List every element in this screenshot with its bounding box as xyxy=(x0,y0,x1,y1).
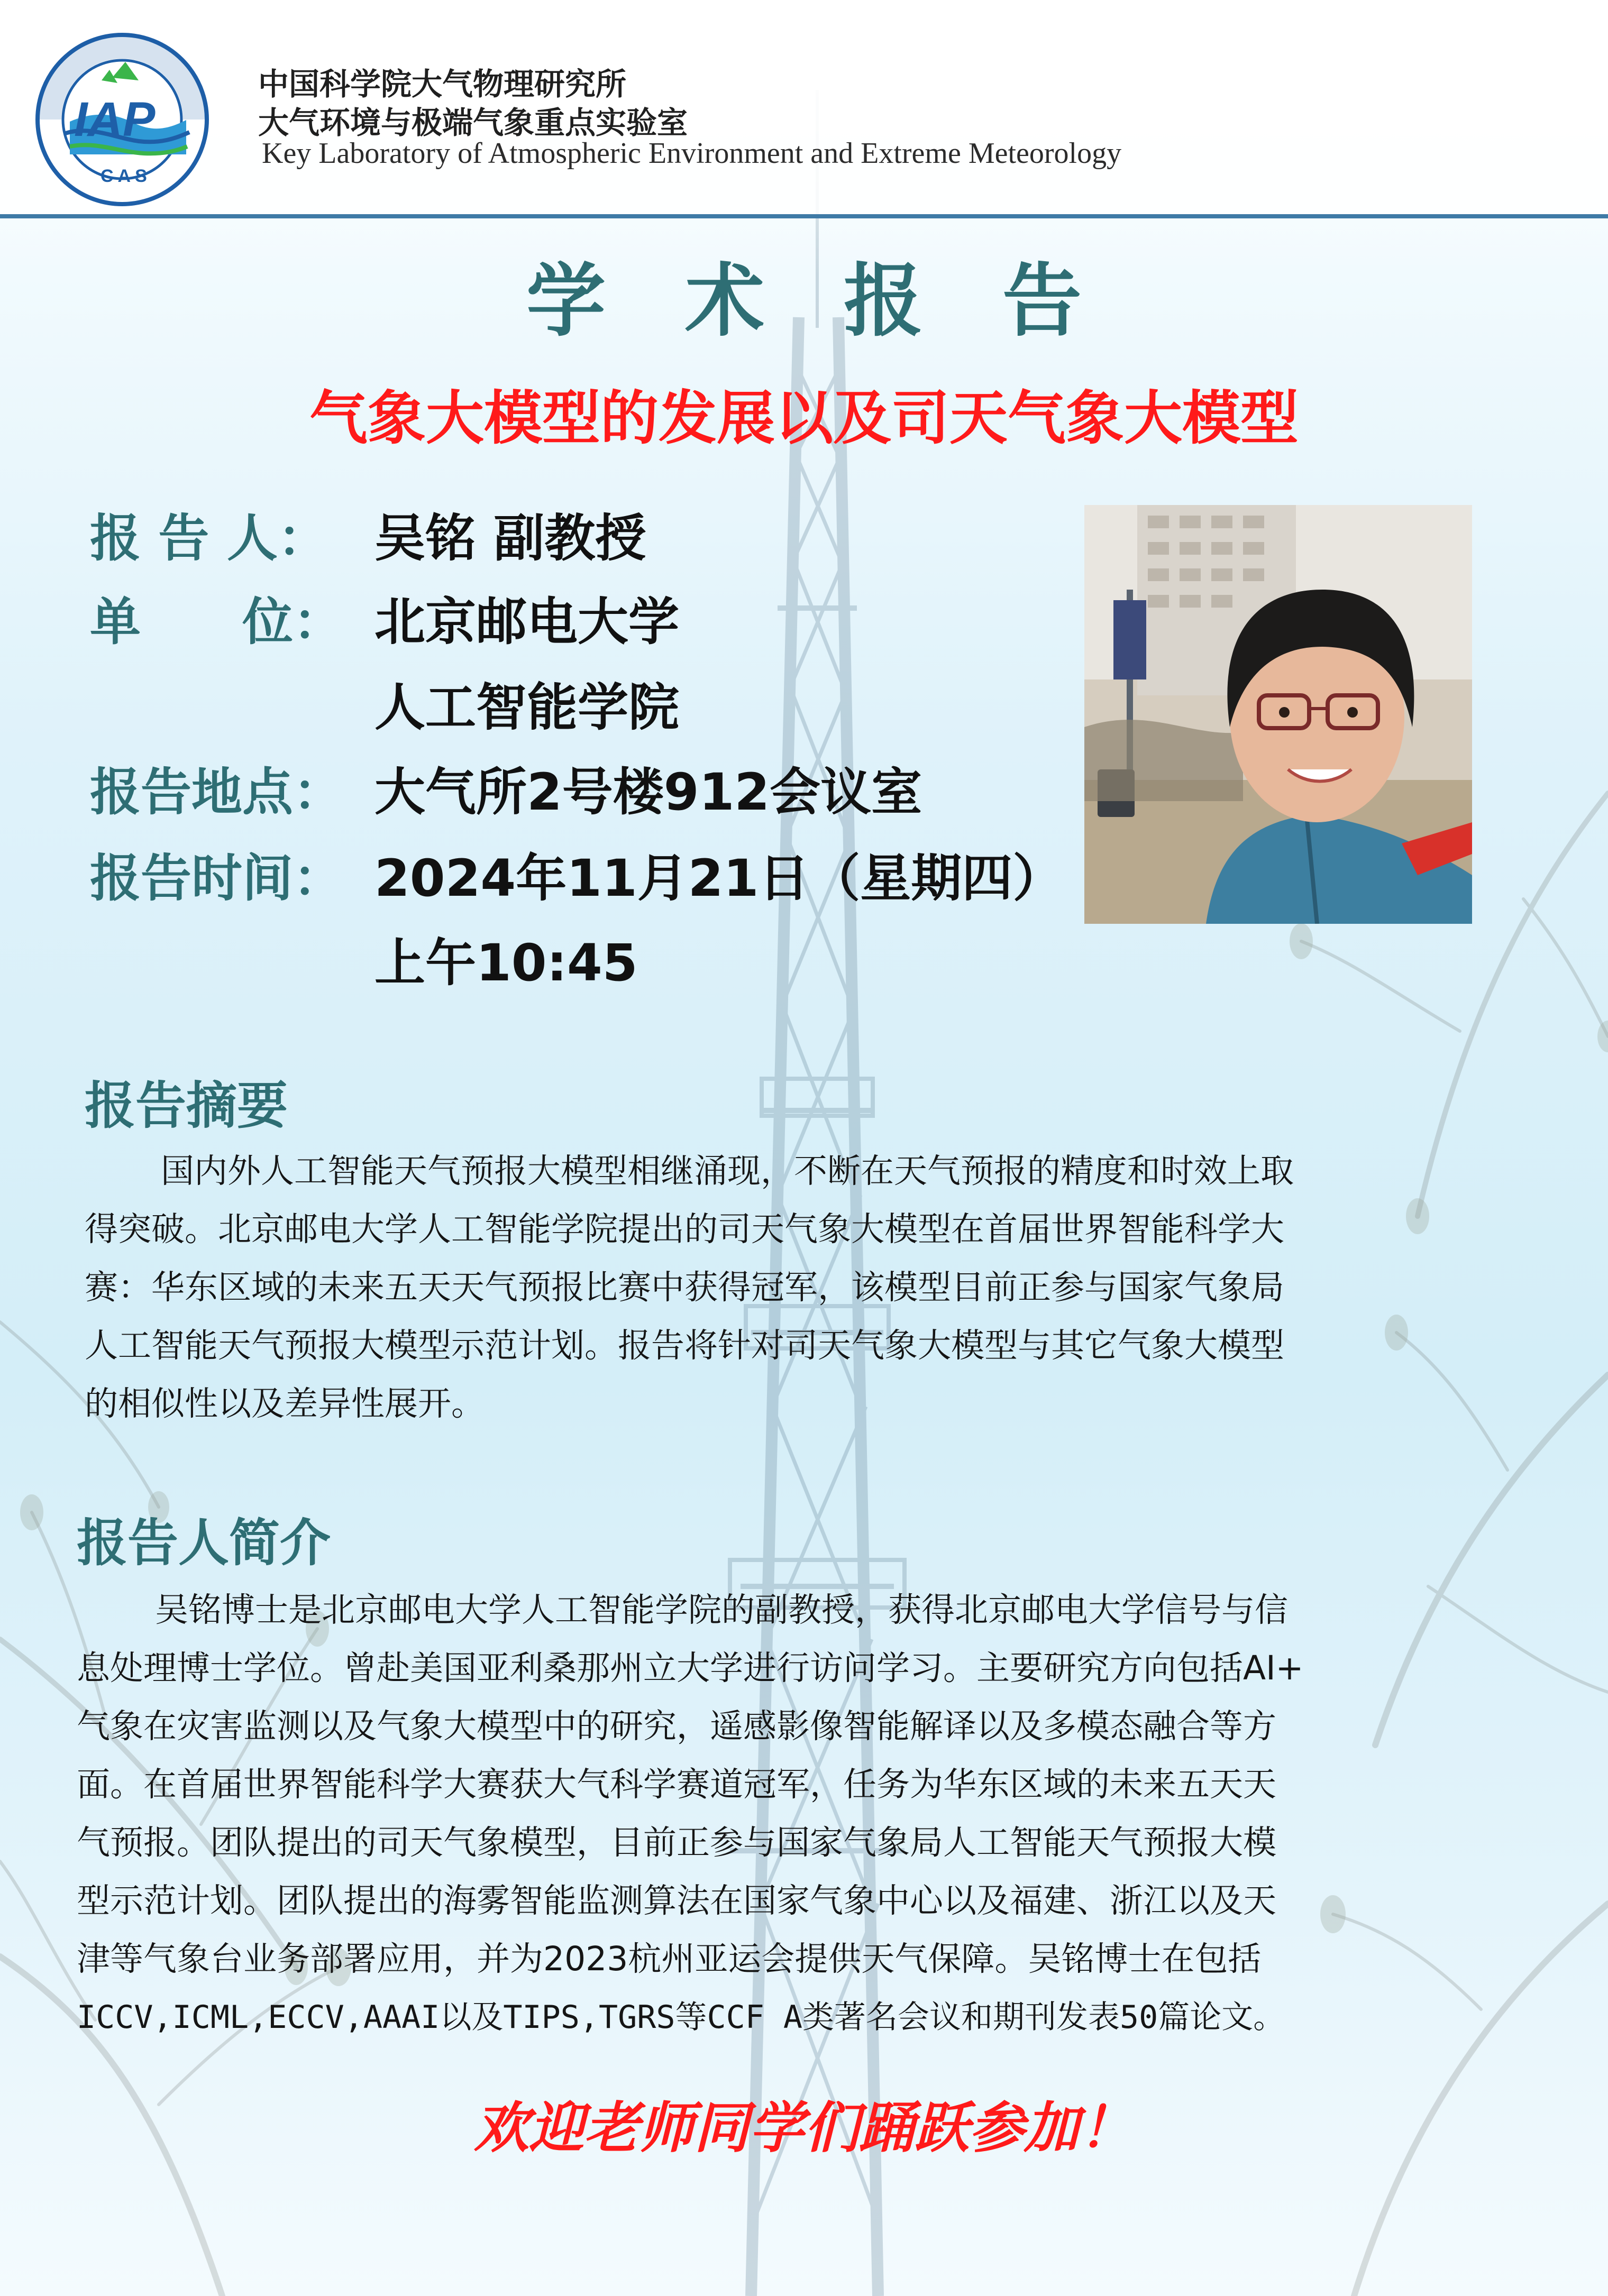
affiliation-value-line2: 人工智能学院 xyxy=(374,678,679,737)
org-name-cn-line2: 大气环境与极端气象重点实验室 xyxy=(258,105,688,141)
bio-heading: 报告人简介 xyxy=(77,1513,331,1573)
header-divider xyxy=(0,214,1608,218)
org-name-cn-line1: 中国科学院大气物理研究所 xyxy=(258,66,627,102)
abstract-heading: 报告摘要 xyxy=(85,1076,288,1135)
institute-logo xyxy=(33,33,212,206)
time-value-line2: 上午10:45 xyxy=(374,933,638,993)
abstract-line: 人工智能天气预报大模型示范计划。报告将针对司天气象大模型与其它气象大模型 xyxy=(85,1326,1284,1365)
abstract-line: 的相似性以及差异性展开。 xyxy=(85,1384,485,1423)
speaker-photo xyxy=(1084,505,1472,924)
time-value-line1: 2024年11月21日（星期四） xyxy=(374,849,1064,908)
bio-line: 面。在首届世界智能科学大赛获大气科学赛道冠军，任务为华东区域的未来五天天 xyxy=(77,1765,1276,1804)
speaker-value: 吴铭 副教授 xyxy=(374,509,646,568)
location-value: 大气所2号楼912会议室 xyxy=(374,763,922,822)
bio-line: 型示范计划。团队提出的海雾智能监测算法在国家气象中心以及福建、浙江以及天 xyxy=(77,1881,1276,1920)
welcome-message: 欢迎老师同学们踊跃参加！ xyxy=(473,2095,1134,2160)
org-name-en: Key Laboratory of Atmospheric Environment and Extreme Meteorology xyxy=(262,137,1122,170)
speaker-label: 报 告 人： xyxy=(90,509,328,568)
abstract-line: 赛：华东区域的未来五天天气预报比赛中获得冠军，该模型目前正参与国家气象局 xyxy=(85,1268,1284,1307)
affiliation-label: 单 位： xyxy=(90,592,344,651)
abstract-line: 国内外人工智能天气预报大模型相继涌现，不断在天气预报的精度和时效上取 xyxy=(161,1152,1294,1190)
logo-abbr: IAP xyxy=(74,93,156,146)
abstract-line: 得突破。北京邮电大学人工智能学院提出的司天气象大模型在首届世界智能科学大 xyxy=(85,1210,1284,1248)
bio-line: 息处理博士学位。曾赴美国亚利桑那州立大学进行访问学习。主要研究方向包括AI+ xyxy=(77,1649,1304,1687)
bio-line: 津等气象台业务部署应用，并为2023杭州亚运会提供天气保障。吴铭博士在包括 xyxy=(77,1940,1262,1978)
location-label: 报告地点： xyxy=(90,763,344,822)
affiliation-value-line1: 北京邮电大学 xyxy=(374,592,679,651)
talk-title: 气象大模型的发展以及司天气象大模型 xyxy=(309,384,1299,452)
logo-org-text: CAS xyxy=(100,166,151,186)
abstract-body xyxy=(85,1142,1294,1433)
bio-line: ICCV,ICML,ECCV,AAAI以及TIPS,TGRS等CCF A类著名会议和期刊发表50篇论文。 xyxy=(77,1999,1285,2036)
event-type-heading: 学 术 报 告 xyxy=(526,255,1082,347)
bio-line: 气象在灾害监测以及气象大模型中的研究，遥感影像智能解译以及多模态融合等方 xyxy=(77,1707,1276,1746)
bio-body xyxy=(77,1581,1303,2046)
bio-line: 气预报。团队提出的司天气象模型，目前正参与国家气象局人工智能天气预报大模 xyxy=(77,1823,1276,1862)
bio-line: 吴铭博士是北京邮电大学人工智能学院的副教授，获得北京邮电大学信号与信 xyxy=(155,1591,1288,1629)
header-band xyxy=(0,0,1608,214)
time-label: 报告时间： xyxy=(90,849,344,908)
